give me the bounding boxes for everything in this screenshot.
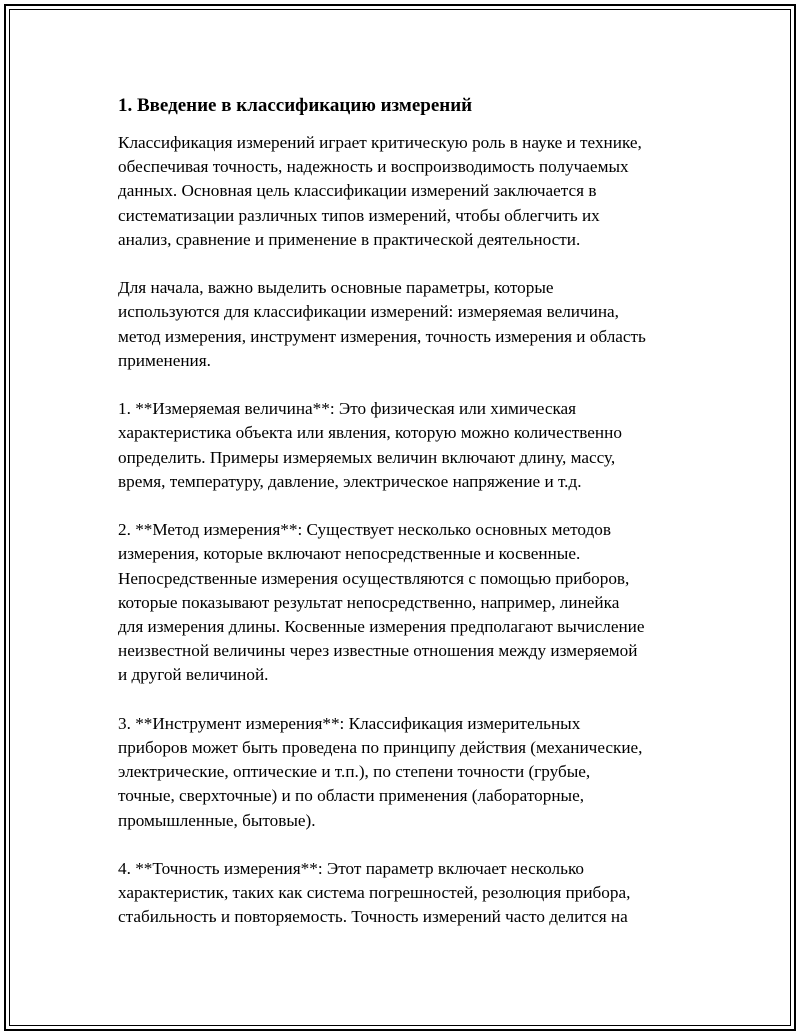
document-body [118,94,693,954]
text-line: систематизации различных типов измерений, чтобы облегчить их [118,205,600,225]
text-line: определить. Примеры измеряемых величин включают длину, массу, [118,447,616,467]
text-line: Для начала, важно выделить основные параметры, которые [118,278,554,298]
text-line: промышленные, бытовые). [118,810,316,830]
text-line: приборов может быть проведена по принципу действия (механические, [118,738,643,758]
paragraph-parameters [118,276,693,373]
text-line: используются для классификации измерений: измеряемая величина, [118,302,619,322]
text-line: 4. **Точность измерения**: Этот параметр включает несколько [118,859,585,879]
text-line: метод измерения, инструмент измерения, точность измерения и область [118,326,646,346]
text-line: которые показывают результат непосредственно, например, линейка [118,592,620,612]
text-line: 1. **Измеряемая величина**: Это физическая или химическая [118,399,577,419]
paragraph-intro [118,131,693,252]
paragraph-item-4 [118,857,693,930]
paragraph-item-1 [118,397,693,494]
text-line: измерения, которые включают непосредственные и косвенные. [118,544,581,564]
section-heading: 1. Введение в классификацию измерений [118,95,473,116]
text-line: характеристика объекта или явления, которую можно количественно [118,423,622,443]
text-line: данных. Основная цель классификации измерений заключается в [118,181,597,201]
text-line: стабильность и повторяемость. Точность измерений часто делится на [118,907,628,927]
text-line: для измерения длины. Косвенные измерения предполагают вычисление [118,617,645,637]
paragraph-item-2 [118,518,693,687]
text-line: применения. [118,350,211,370]
text-line: обеспечивая точность, надежность и воспроизводимость получаемых [118,157,629,177]
text-line: точные, сверхточные) и по области применения (лабораторные, [118,786,584,806]
paragraph-item-3 [118,712,693,833]
text-line: электрические, оптические и т.п.), по степени точности (грубые, [118,762,591,782]
text-line: 3. **Инструмент измерения**: Классификация измерительных [118,713,581,733]
text-line: время, температуру, давление, электрическое напряжение и т.д. [118,471,582,491]
text-line: и другой величиной. [118,665,269,685]
text-line: анализ, сравнение и применение в практической деятельности. [118,229,581,249]
text-line: 2. **Метод измерения**: Существует несколько основных методов [118,520,611,540]
text-line: характеристик, таких как система погрешностей, резолюция прибора, [118,883,631,903]
text-line: Классификация измерений играет критическую роль в науке и технике, [118,133,642,152]
text-line: неизвестной величины через известные отношения между измеряемой [118,641,638,661]
text-line: Непосредственные измерения осуществляются с помощью приборов, [118,568,630,588]
